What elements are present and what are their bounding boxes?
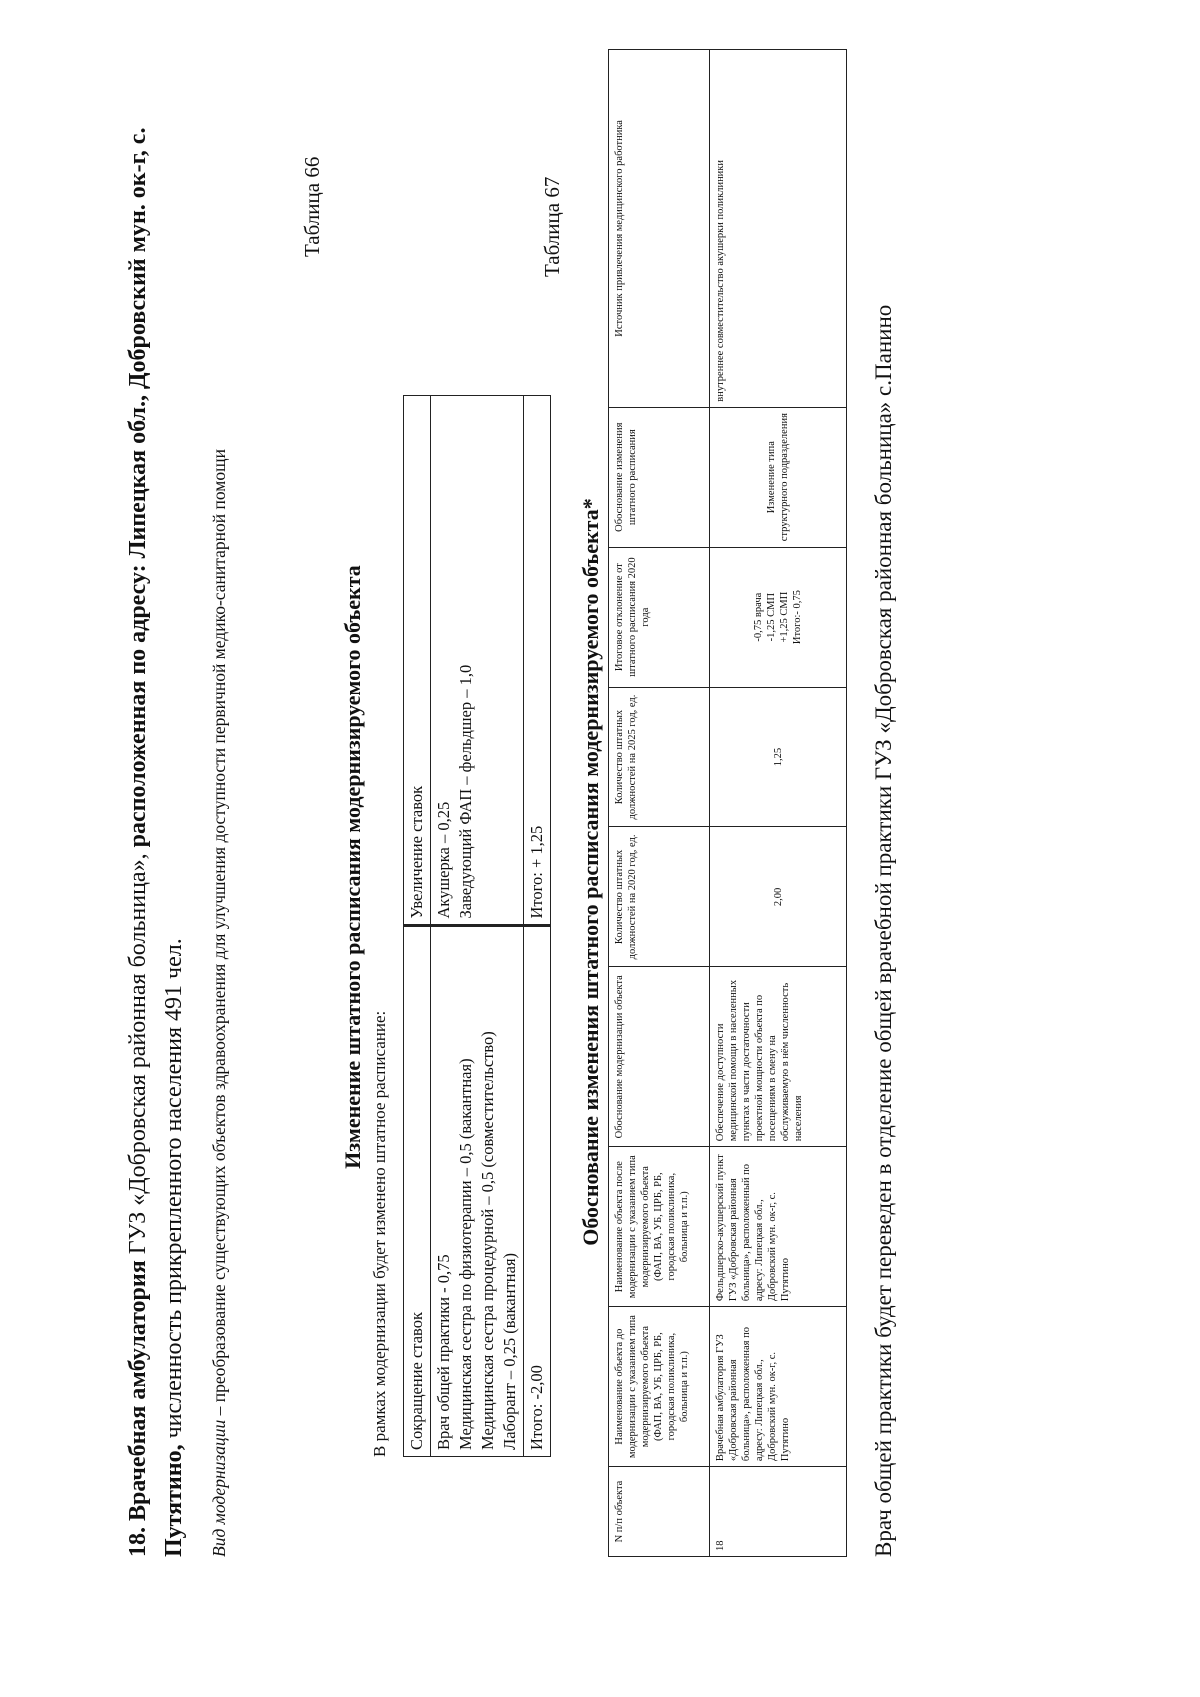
modernization-label: Вид модернизации	[209, 1419, 229, 1557]
table67-label: Таблица 67	[540, 176, 564, 277]
increase-item: Акушерка – 0,25	[434, 801, 453, 919]
header-cell: Количество штатных должностей на 2025 год, ед.	[609, 687, 710, 827]
header-cell: Количество штатных должностей на 2020 год, ед.	[609, 827, 710, 967]
header-cell: Обоснование изменения штатного расписания	[609, 407, 710, 547]
cell-justification: Обеспечение доступности медицинской помощи в населенных пунктах в части достаточности проектной мощности объекта по посещениям в смену на обслуживаемую в нём численность населения	[710, 967, 847, 1147]
cell-after: Фельдшерско-акушерский пункт ГУЗ «Добровская районная больница», расположенный по адресу: Липецкая обл., Добровский мун. ок-г, с. Путятино	[710, 1147, 847, 1307]
table67-title: Обоснование изменения штатного расписания модернизируемого объекта*	[578, 498, 603, 1246]
table-row	[710, 50, 847, 1557]
table66-left-total: Итого: -2,00	[524, 926, 551, 1457]
header-cell: Обоснование модернизации объекта	[609, 967, 710, 1147]
table66-label: Таблица 66	[300, 156, 324, 257]
cell-source: внутреннее совместительство акушерки поликлиники	[710, 50, 847, 408]
table66-left-header: Сокращение ставок	[404, 926, 431, 1457]
cell-count-2020: 2,00	[710, 827, 847, 967]
table66-items-row	[431, 396, 524, 1457]
staff-justification-table	[608, 49, 847, 1557]
section-title-plain-1: ГУЗ «Добровская районная больница»,	[125, 853, 151, 1255]
header-cell: Итоговое отклонение от штатного расписания 2020 года	[609, 547, 710, 687]
cell-deviation: -0,75 врача -1,25 СМП +1,25 СМП Итого:- 0,75	[710, 547, 847, 687]
modernization-type-paragraph	[205, 107, 233, 1557]
cell-number: 18	[710, 1467, 847, 1557]
table66-header-row	[404, 396, 431, 1457]
reduction-item: Медицинская сестра по физиотерапии – 0,5 (вакантная)	[456, 1058, 475, 1450]
reduction-item: Врач общей практики - 0,75	[434, 1254, 453, 1450]
header-cell: Наименование объекта до модернизации с указанием типа модернизируемого объекта (ФАП, ВА, УБ, ЦРБ, РБ, городская поликлиника, больница и т.п.)	[609, 1307, 710, 1467]
section-number: 18.	[125, 1527, 151, 1557]
table66-title: Изменение штатного расписания модернизируемого объекта	[340, 565, 365, 1169]
table66-right-total: Итого: + 1,25	[524, 396, 551, 927]
section-title-bold-1: Врачебная амбулатория	[125, 1260, 151, 1521]
reduction-item: Медицинская сестра процедурной – 0,5 (совместительство)	[478, 1031, 497, 1450]
header-cell: Наименование объекта после модернизации с указанием типа модернизируемого объекта (ФАП, ВА, УБ, ЦРБ, РБ, городская поликлиника, больница и т.п.)	[609, 1147, 710, 1307]
section-title-bold-2: расположенная по адресу: Липецкая обл., Добровский мун. ок-г, с. Путятино,	[125, 127, 187, 1557]
section-title-plain-2: численность прикрепленного населения 491 чел.	[161, 938, 187, 1439]
table66-total-row	[524, 396, 551, 1457]
modernization-text: – преобразование существующих объектов здравоохранения для улучшения доступности первичной медико-санитарной помощи	[209, 449, 229, 1420]
cell-count-2025: 1,25	[710, 687, 847, 827]
table66-right-items	[431, 396, 524, 927]
header-cell: N п/п объекта	[609, 1467, 710, 1557]
cell-reason: Изменение типа структурного подразделения	[710, 407, 847, 547]
table66-intro: В рамках модернизации будет изменено штатное расписание:	[370, 1010, 389, 1457]
table66-right-header: Увеличение ставок	[404, 396, 431, 927]
footer-note: Врач общей практики будет переведен в отделение общей врачебной практики ГУЗ «Добровская районная больница» с.Панино	[871, 304, 896, 1557]
reduction-item: Лаборант – 0,25 (вакантная)	[500, 1252, 519, 1450]
increase-item: Заведующий ФАП – фельдшер – 1,0	[456, 664, 475, 919]
header-cell: Источник привлечения медицинского работника	[609, 50, 710, 408]
cell-before: Врачебная амбулатория ГУЗ «Добровская районная больница», расположенная по адресу: Липецкая обл., Добровский мун. ок-г, с. Путятино	[710, 1307, 847, 1467]
table67-header-row	[609, 50, 710, 1557]
section-heading	[120, 107, 192, 1557]
table66-left-items	[431, 926, 524, 1457]
staff-change-table	[403, 395, 551, 1457]
